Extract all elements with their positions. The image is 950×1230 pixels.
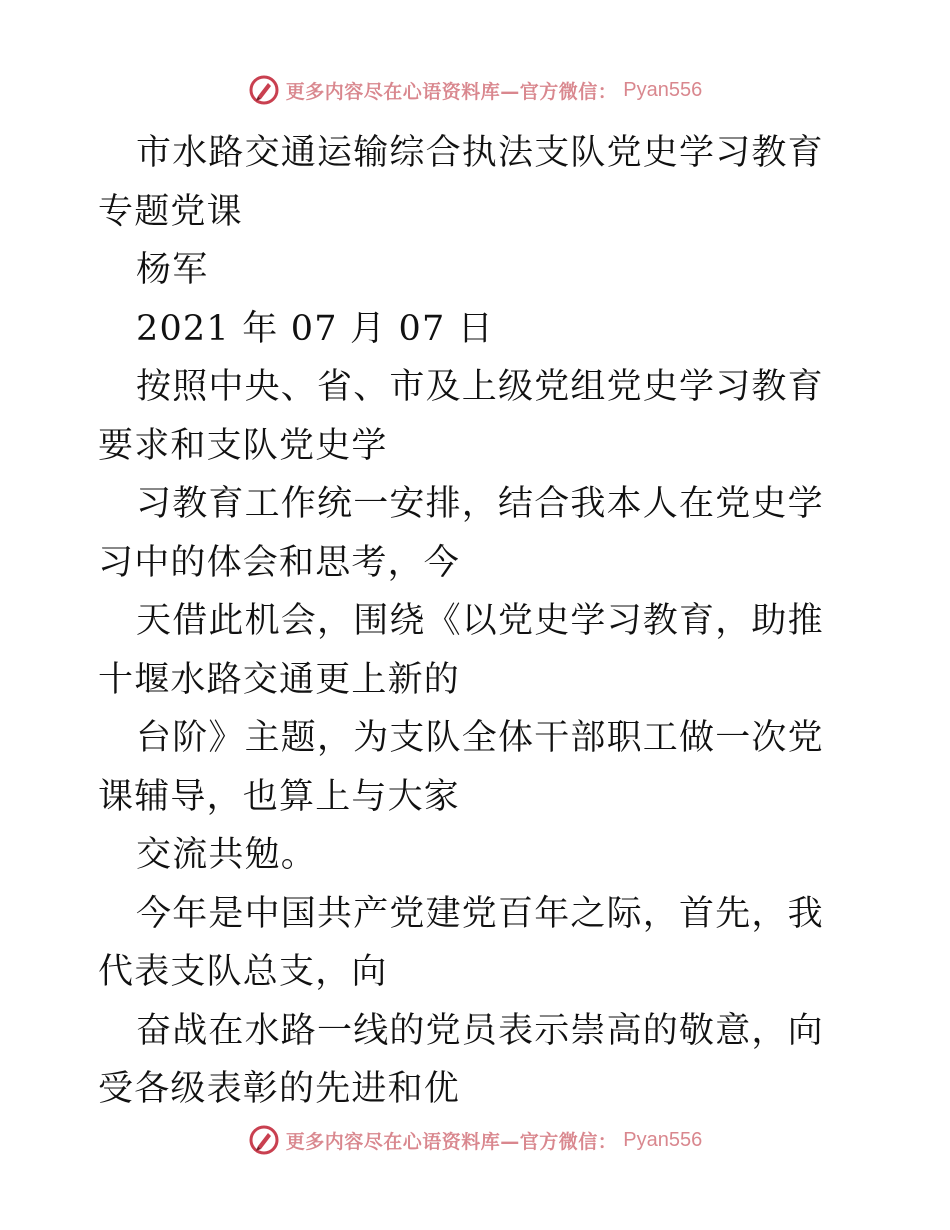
banner-text: 更多内容尽在心语资料库—官方微信： [285, 1130, 618, 1153]
paragraph: 奋战在水路一线的党员表示崇高的敬意，向受各级表彰的先进和优 [98, 1010, 824, 1109]
paragraph: 台阶》主题，为支队全体干部职工做一次党课辅导，也算上与大家 [98, 718, 824, 817]
pen-logo-icon [248, 74, 280, 106]
document-date: 2021 年 07 月 07 日 [136, 308, 494, 349]
pen-logo-icon [248, 1124, 280, 1156]
author-name: 杨军 [136, 250, 209, 290]
document-title: 市水路交通运输综合执法支队党史学习教育专题党课 [98, 133, 824, 232]
paragraph: 习教育工作统一安排，结合我本人在党史学习中的体会和思考，今 [98, 484, 824, 583]
footer-banner [0, 1120, 950, 1160]
document-body [98, 124, 858, 1119]
paragraph: 天借此机会，围绕《以党史学习教育，助推十堰水路交通更上新的 [98, 601, 824, 700]
banner-wechat-id: Pyan556 [623, 78, 703, 101]
banner-text: 更多内容尽在心语资料库—官方微信： [285, 80, 618, 103]
paragraph: 今年是中国共产党建党百年之际，首先，我代表支队总支，向 [98, 893, 824, 992]
paragraph: 按照中央、省、市及上级党组党史学习教育要求和支队党史学 [98, 367, 824, 466]
paragraph: 交流共勉。 [136, 835, 318, 875]
banner-wechat-id: Pyan556 [623, 1128, 703, 1151]
header-banner [0, 70, 950, 110]
